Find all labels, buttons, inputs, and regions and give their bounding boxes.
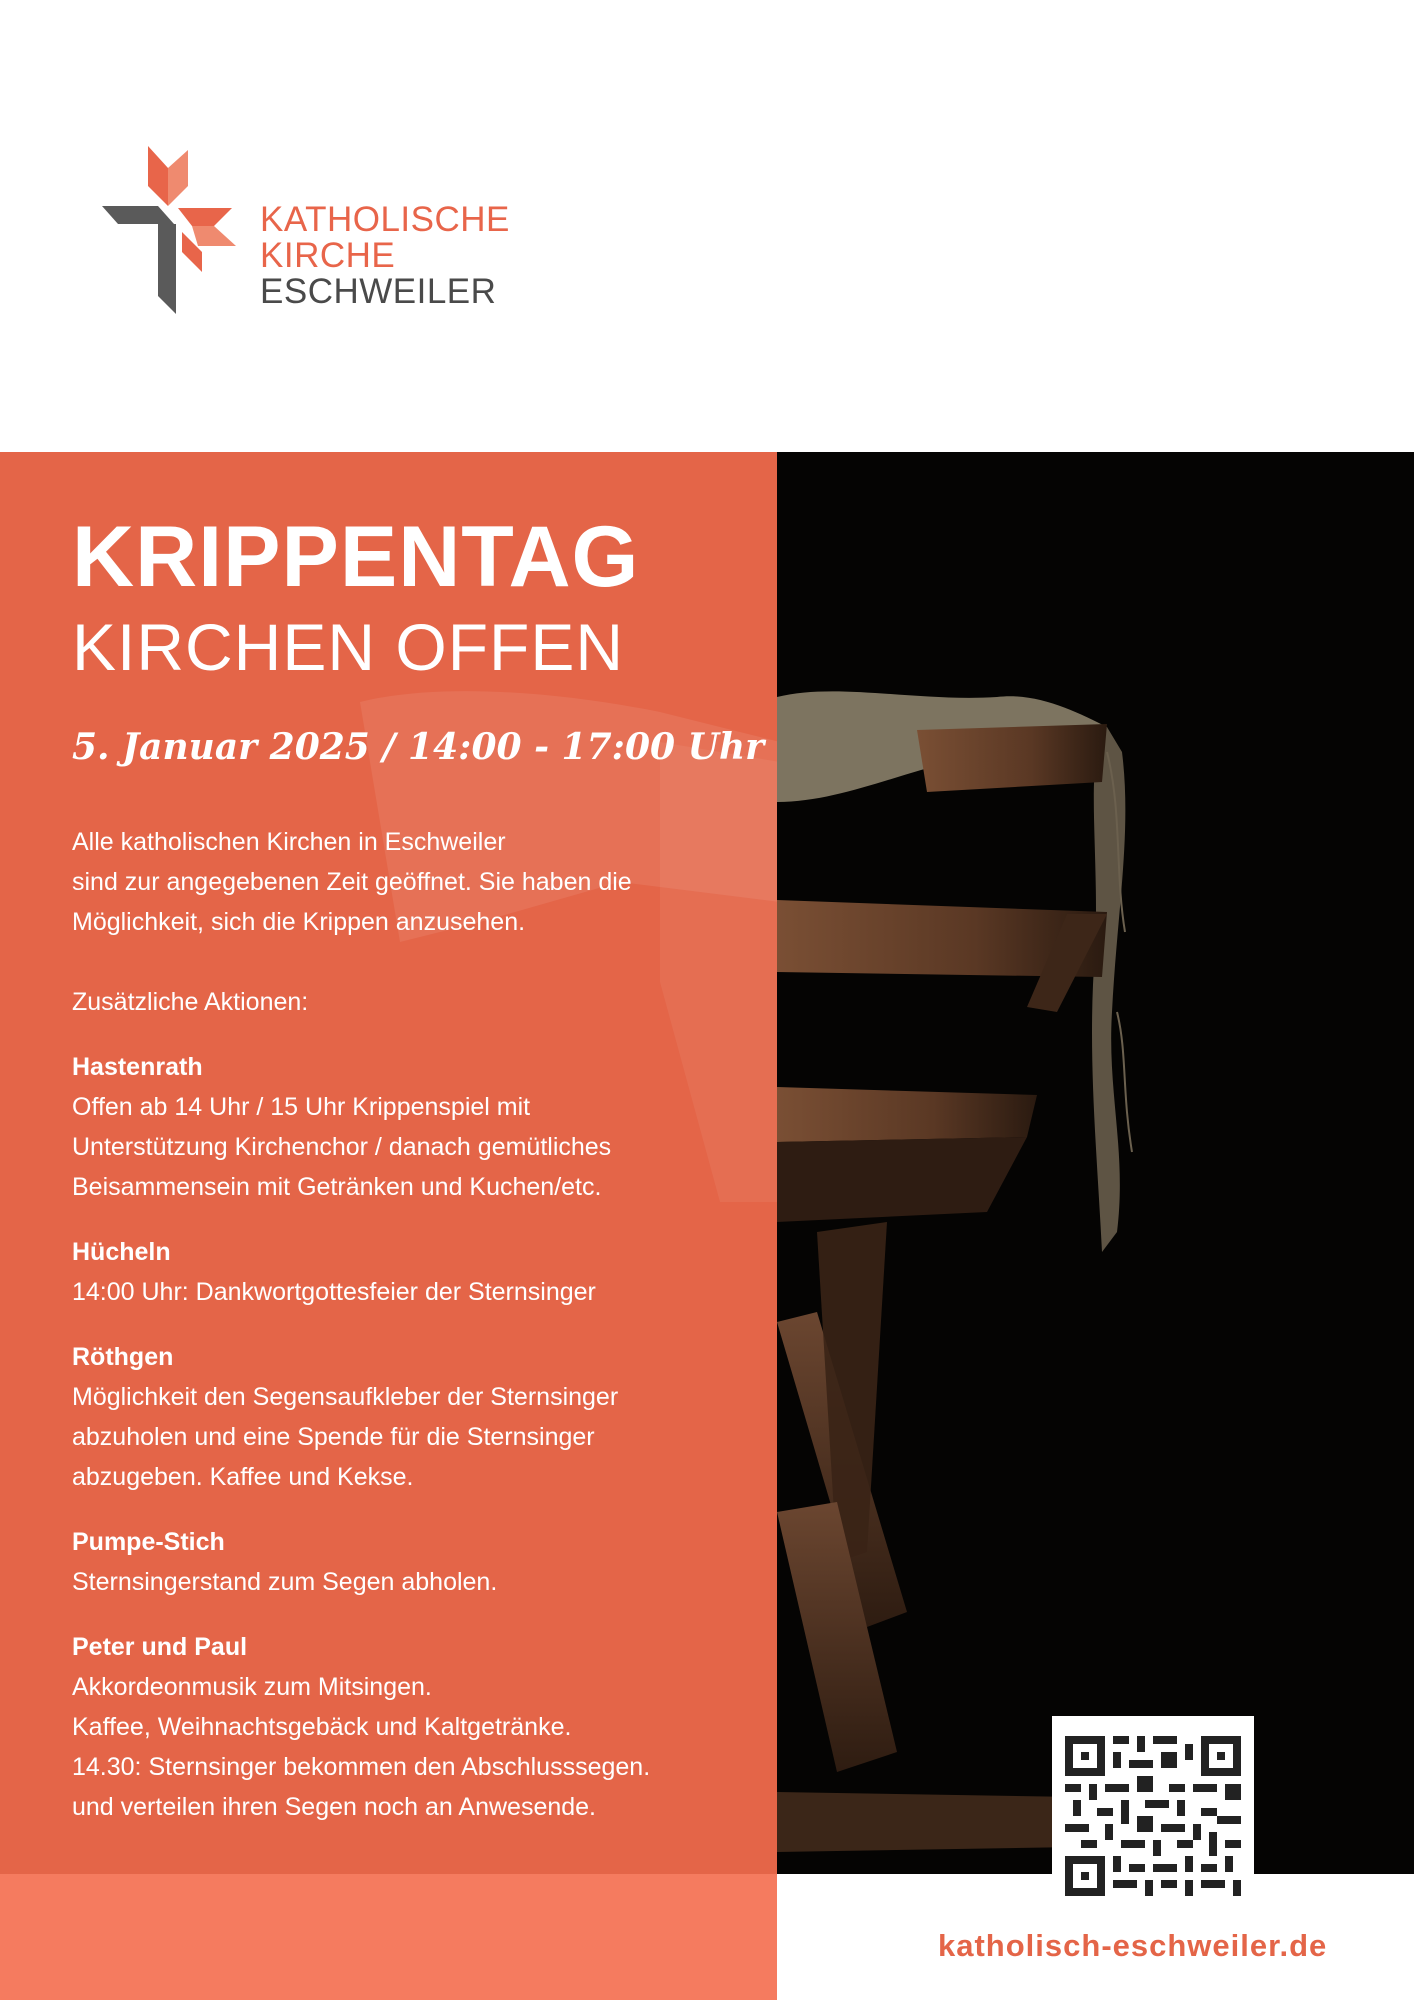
brand-name <box>260 202 510 310</box>
section-heading: Pumpe-Stich <box>72 1528 225 1556</box>
manger-icon <box>777 452 1414 1874</box>
section-line: Akkordeonmusik zum Mitsingen. <box>72 1673 432 1701</box>
qr-code-icon <box>1065 1736 1241 1896</box>
section-line: abzuholen und eine Spende für die Sternsinger <box>72 1423 595 1451</box>
page-subtitle: KIRCHEN OFFEN <box>72 610 625 684</box>
intro-line: sind zur angegebenen Zeit geöffnet. Sie haben die <box>72 868 632 896</box>
section-pumpe-stich <box>72 1522 752 1602</box>
brand-line-1: KATHOLISCHE <box>260 200 510 239</box>
section-heading: Peter und Paul <box>72 1633 248 1661</box>
page-title: KRIPPENTAG <box>72 509 640 605</box>
intro-line: Alle katholischen Kirchen in Eschweiler <box>72 828 506 856</box>
section-line: und verteilen ihren Segen noch an Anwesende. <box>72 1793 596 1821</box>
section-line: 14.30: Sternsinger bekommen den Abschlusssegen. <box>72 1753 651 1781</box>
section-heading: Hastenrath <box>72 1053 203 1081</box>
logo <box>102 146 562 316</box>
qr-code[interactable] <box>1052 1716 1254 1906</box>
event-date: 5. Januar 2025 / 14:00 - 17:00 Uhr <box>72 726 765 768</box>
section-peter-und-paul <box>72 1627 752 1827</box>
section-line: Sternsingerstand zum Segen abholen. <box>72 1568 498 1596</box>
section-hastenrath <box>72 1047 752 1207</box>
footer-band-left <box>0 1874 777 2000</box>
section-line: abzugeben. Kaffee und Kekse. <box>72 1463 414 1491</box>
manger-photo <box>777 452 1414 1874</box>
extras-label: Zusätzliche Aktionen: <box>72 988 309 1016</box>
section-line: Möglichkeit den Segensaufkleber der Sternsinger <box>72 1383 619 1411</box>
section-line: Kaffee, Weihnachtsgebäck und Kaltgetränke. <box>72 1713 572 1741</box>
section-roethgen <box>72 1337 752 1497</box>
website-link[interactable]: katholisch-eschweiler.de <box>938 1928 1328 1963</box>
section-line: 14:00 Uhr: Dankwortgottesfeier der Sternsinger <box>72 1278 596 1306</box>
section-line: Offen ab 14 Uhr / 15 Uhr Krippenspiel mit <box>72 1093 531 1121</box>
intro-line: Möglichkeit, sich die Krippen anzusehen. <box>72 908 526 936</box>
section-huecheln <box>72 1232 752 1312</box>
cross-flower-icon <box>102 146 252 316</box>
brand-line-3: ESCHWEILER <box>260 272 497 311</box>
flyer-body <box>72 822 752 1852</box>
section-line: Unterstützung Kirchenchor / danach gemütliches <box>72 1133 612 1161</box>
intro-text <box>72 822 752 942</box>
section-heading: Hücheln <box>72 1238 171 1266</box>
section-heading: Röthgen <box>72 1343 174 1371</box>
section-line: Beisammensein mit Getränken und Kuchen/etc. <box>72 1173 602 1201</box>
brand-line-2: KIRCHE <box>260 236 396 275</box>
